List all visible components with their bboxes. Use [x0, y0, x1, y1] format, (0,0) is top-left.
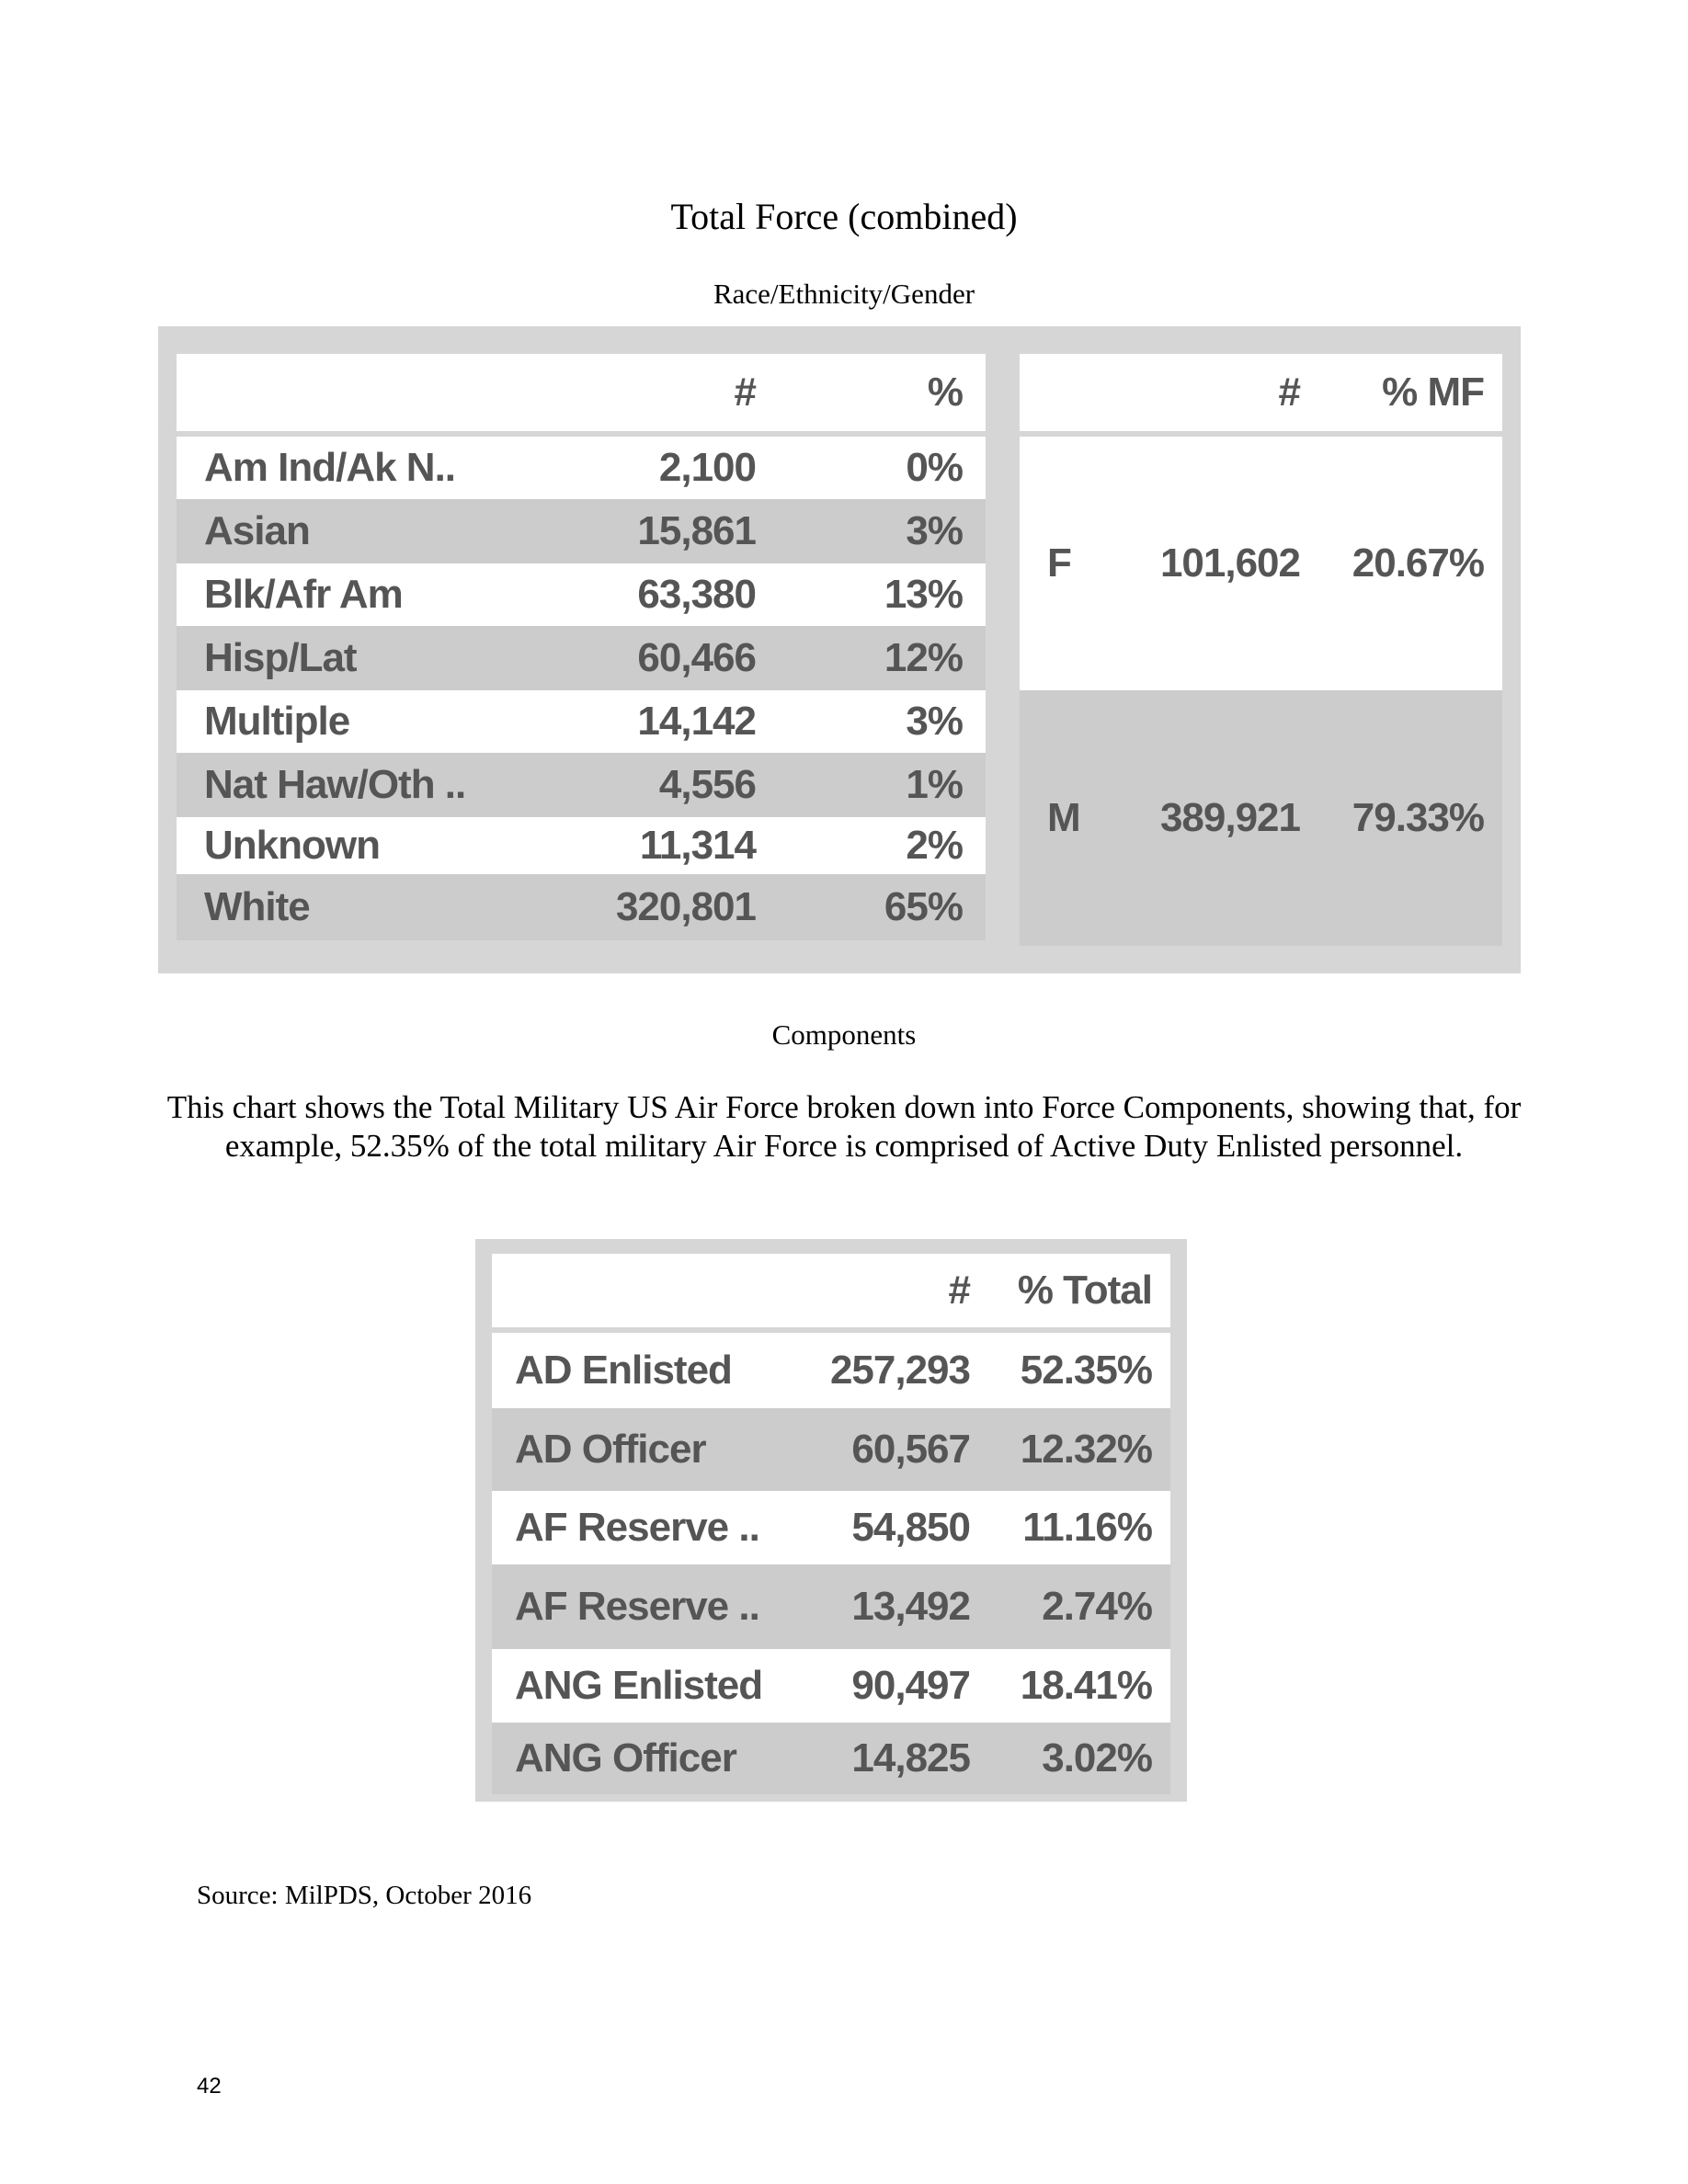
row-percent: 1% [906, 762, 963, 807]
header-count: # [948, 1268, 970, 1313]
row-count: 63,380 [637, 572, 756, 617]
row-label: ANG Officer [515, 1735, 736, 1780]
row-percent: 12% [884, 635, 963, 680]
row-percent: 3% [906, 699, 963, 744]
row-label: Unknown [204, 823, 380, 868]
row-label: Blk/Afr Am [204, 572, 403, 617]
table-row [177, 499, 986, 563]
row-percent: 18.41% [1020, 1663, 1152, 1708]
row-label: AF Reserve .. [515, 1505, 759, 1550]
row-percent: 2.74% [1042, 1584, 1152, 1629]
table-row [1020, 690, 1502, 946]
source-note: Source: MilPDS, October 2016 [197, 1881, 532, 1910]
row-count: 320,801 [615, 884, 756, 929]
row-label: Asian [204, 508, 310, 553]
row-label: Multiple [204, 699, 350, 744]
table-row [177, 817, 986, 874]
header-count: # [734, 370, 756, 415]
header-percent-total: % Total [1017, 1268, 1152, 1313]
row-count: 2,100 [658, 445, 756, 490]
table-header-row [492, 1254, 1170, 1327]
row-label: M [1047, 795, 1080, 840]
row-label: White [204, 884, 310, 929]
row-count: 389,921 [1159, 795, 1300, 840]
row-count: 11,314 [639, 823, 756, 868]
row-count: 257,293 [829, 1348, 970, 1393]
row-count: 60,466 [637, 635, 756, 680]
race-gender-panel [158, 326, 1521, 973]
table-row [177, 563, 986, 626]
row-label: AD Enlisted [515, 1348, 732, 1393]
table-row [1020, 437, 1502, 690]
row-count: 90,497 [851, 1663, 970, 1708]
table-row [492, 1649, 1170, 1723]
row-percent: 65% [884, 884, 963, 929]
table-header-row [1020, 354, 1502, 431]
components-panel [475, 1239, 1187, 1802]
row-percent: 2% [906, 823, 963, 868]
row-percent: 3% [906, 508, 963, 553]
row-percent: 20.67% [1352, 540, 1484, 586]
page-title: Total Force (combined) [670, 196, 1018, 237]
header-percent: % [927, 370, 963, 415]
table-row [492, 1564, 1170, 1649]
row-label: AF Reserve .. [515, 1584, 759, 1629]
table-row [177, 437, 986, 499]
table-header-row [177, 354, 986, 431]
row-count: 4,556 [658, 762, 756, 807]
row-count: 60,567 [851, 1427, 970, 1472]
table-row [492, 1408, 1170, 1491]
row-label: ANG Enlisted [515, 1663, 763, 1708]
table-row [492, 1333, 1170, 1408]
row-label: Hisp/Lat [204, 635, 357, 680]
row-percent: 52.35% [1020, 1348, 1152, 1393]
row-count: 14,142 [637, 699, 756, 744]
row-percent: 79.33% [1352, 795, 1484, 840]
row-count: 15,861 [637, 508, 756, 553]
row-count: 101,602 [1159, 540, 1300, 586]
table-row [492, 1491, 1170, 1564]
row-percent: 3.02% [1042, 1735, 1152, 1780]
row-label: F [1047, 540, 1071, 586]
table-row [492, 1723, 1170, 1794]
row-label: Am Ind/Ak N.. [204, 445, 456, 490]
table-row [177, 874, 986, 940]
row-label: AD Officer [515, 1427, 706, 1472]
row-count: 54,850 [851, 1505, 970, 1550]
page-number: 42 [197, 2074, 222, 2099]
row-label: Nat Haw/Oth .. [204, 762, 466, 807]
table-row [177, 753, 986, 817]
table-row [177, 626, 986, 690]
row-count: 14,825 [851, 1735, 970, 1780]
components-subtitle: Components [771, 1018, 917, 1051]
row-percent: 13% [884, 572, 963, 617]
components-description: This chart shows the Total Military US Air Force broken down into Force Components, showing that, for example, 52.35% of the total military Air Force is comprised of Active Duty Enlisted personnel. [166, 1089, 1522, 1164]
row-count: 13,492 [851, 1584, 970, 1629]
row-percent: 12.32% [1020, 1427, 1152, 1472]
table-row [177, 690, 986, 753]
row-percent: 11.16% [1022, 1505, 1152, 1550]
race-ethnicity-gender-subtitle: Race/Ethnicity/Gender [713, 278, 975, 310]
row-percent: 0% [906, 445, 963, 490]
header-count: # [1278, 370, 1300, 415]
header-percent-mf: % MF [1382, 370, 1484, 415]
